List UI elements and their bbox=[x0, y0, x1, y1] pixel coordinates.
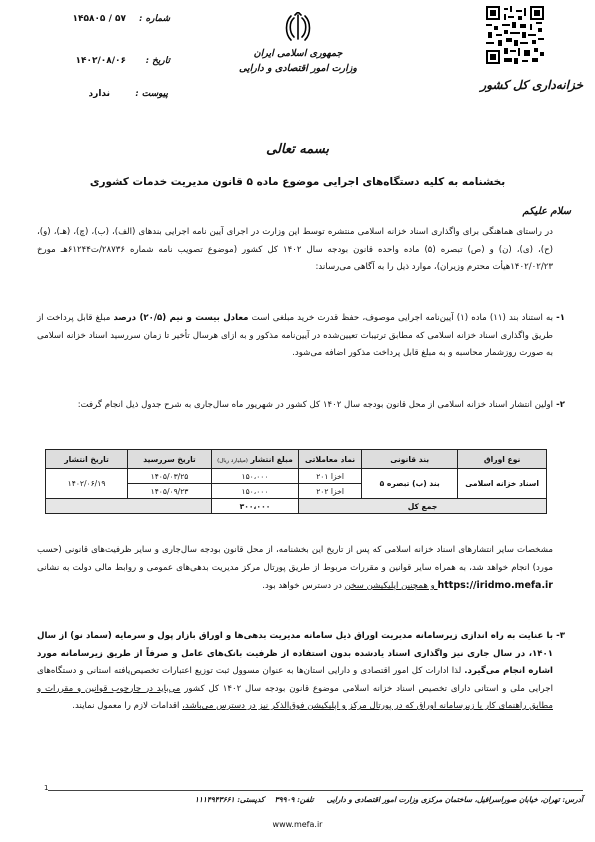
header-cell: نوع اوراق bbox=[458, 450, 547, 469]
symbol-cell: اخزا ۲۰۱ bbox=[299, 469, 362, 484]
total-label-cell: جمع کل bbox=[299, 499, 547, 514]
header-cell: تاریخ سررسید bbox=[128, 450, 212, 469]
item-3-text-a: لذا ادارات کل امور اقتصادی و دارایی استان‌ها به عنوان مسوول ثبت توزیع اعتبارات تخصیص‌یافته استانی و دستگاه‌های اجرایی ملی و استانی دارای تخصیص اسناد خزانه اسلامی موضوع قانون بودجه سال ۱۴۰۲ کل کشور bbox=[37, 666, 553, 694]
intro-paragraph: در راستای هماهنگی برای واگذاری اسناد خزانه اسلامی منتشره توسط این وزارت در اجرای آیین نامه اجرایی بندهای (الف)، (ب)، (چ)، (هـ)، (و)، (ح)، (ی)، (ن) و (ص) تبصره (۵) ماده واحده قانون بودجه سال ۱۴۰۲ کل کشور (موضوع تصویب نامه شماره ۲۸۷۳۶/ت۶۱۲۴۴هـ مورخ ۱۴۰۲/۰۲/۲۳هیأت محترم وزیران)، موارد ذیل را به آگاهی می‌رساند: bbox=[37, 227, 553, 272]
republic-name: جمهوری اسلامی ایران bbox=[253, 48, 343, 59]
footer-divider bbox=[48, 790, 583, 791]
item-2-text: اولین انتشار اسناد خزانه اسلامی از محل قانون بودجه سال ۱۴۰۲ کل کشور در شهریور ماه سال‌جاری به شرح جدول ذیل انجام گرفت: bbox=[77, 400, 553, 410]
table-total-row bbox=[46, 499, 547, 514]
item-1-number: ۱- bbox=[556, 313, 565, 323]
salutation: سلام علیکم bbox=[522, 206, 571, 217]
footer-website[interactable]: www.mefa.ir bbox=[272, 820, 323, 829]
item-3-number: ۳- bbox=[556, 631, 565, 641]
amount-cell: ۱۵۰،۰۰۰ bbox=[211, 484, 298, 499]
attachment-label: پیوست : bbox=[135, 89, 168, 99]
item-2-number: ۲- bbox=[556, 400, 565, 410]
table-header-row bbox=[46, 450, 547, 469]
item-1-text-a: به استناد بند (۱۱) ماده (۱) آیین‌نامه اجرایی موصوف، حفظ قدرت خرید مبلغی است bbox=[248, 313, 554, 323]
treasury-name: خزانه‌داری کل کشور bbox=[480, 78, 583, 92]
item-1-bold: معادل بیست و نیم (۲۰/۵) درصد bbox=[113, 313, 249, 323]
footer-address: آدرس: تهران، خیابان صوراسرافیل، ساختمان مرکزی وزارت امور اقتصادی و دارایی bbox=[326, 795, 583, 804]
attachment-value: ندارد bbox=[88, 89, 110, 99]
page-number: 1 bbox=[44, 784, 49, 792]
symbol-cell: اخزا ۲۰۲ bbox=[299, 484, 362, 499]
circular-title: بخشنامه به کلیه دستگاه‌های اجرایی موضوع ماده ۵ قانون مدیریت خدمات کشوری bbox=[89, 176, 506, 188]
specs-paragraph bbox=[37, 542, 553, 596]
bismillah: بسمه تعالی bbox=[266, 142, 329, 157]
total-empty-cell bbox=[46, 499, 212, 514]
footer-postal: ۱۱۱۴۹۴۳۶۶۱ bbox=[194, 795, 235, 804]
item-1 bbox=[37, 310, 565, 363]
date-label: تاریخ : bbox=[145, 56, 170, 66]
type-cell: اسناد خزانه اسلامی bbox=[458, 469, 547, 499]
item-3-bold: با عنایت به راه اندازی زیرسامانه مدیریت اوراق ذیل سامانه مدیریت بدهی‌ها و اوراق بازار پول و سرمایه (سماد نو) از سال ۱۴۰۱، در سال جاری نیز واگذاری اسناد یادشده بدون استفاده از ظرفیت بانک‌های عامل و صرفاً از طریق زیرسامانه مورد اشاره انجام می‌گیرد. bbox=[37, 631, 553, 676]
footer-phone: ۳۹۹۰۹ bbox=[274, 795, 295, 804]
qr-code bbox=[486, 6, 544, 64]
item-1-text-c: مبلغ قابل پرداخت از طریق واگذاری اسناد خزانه اسلامی که مطابق ترتیبات تعیین‌شده در آیین‌نامه مذکور و به ازای هرسال تأخیر تا زمان سررسید اسناد خزانه اسلامی به صورت روزشمار محاسبه و به مبلغ قابل پرداخت مذکور اضافه می‌شود. bbox=[37, 313, 553, 358]
item-3 bbox=[37, 628, 565, 716]
item-3-text-b: اقدامات لازم را معمول نمایند. bbox=[72, 701, 183, 711]
number-value: ۵۷ / ۱۴۵۸۰۵ bbox=[72, 14, 126, 24]
app-link[interactable]: و همچنین اپلیکیشن سخن bbox=[344, 581, 438, 591]
specs-text-c: در دسترس خواهد بود. bbox=[262, 581, 345, 591]
header-cell: بند قانونی bbox=[362, 450, 458, 469]
clause-cell: بند (ب) تبصره ۵ bbox=[362, 469, 458, 499]
total-value-cell: ۳۰۰،۰۰۰ bbox=[211, 499, 298, 514]
due-cell: ۱۴۰۵/۰۹/۲۳ bbox=[128, 484, 212, 499]
item-3-underlined: می‌باید در چارچوب قوانین و مقررات و مطابق راهنمای کار با زیرسامانه اوراق که در پورتال مرکز و اپلیکیشن فوق‌الذکر نیز در دسترس می‌باشد، bbox=[37, 683, 553, 711]
issuance-table bbox=[45, 449, 547, 514]
due-cell: ۱۴۰۵/۰۳/۲۵ bbox=[128, 469, 212, 484]
header-cell: مبلغ انتشار (میلیارد ریال) bbox=[211, 450, 298, 469]
ministry-name: وزارت امور اقتصادی و دارایی bbox=[239, 63, 357, 74]
header-cell: تاریخ انتشار bbox=[46, 450, 128, 469]
footer-phone-label: تلفن: bbox=[297, 795, 314, 804]
item-2 bbox=[37, 397, 565, 415]
date-value: ۱۴۰۲/۰۸/۰۶ bbox=[75, 56, 126, 66]
issue-date-cell: ۱۴۰۲/۰۶/۱۹ bbox=[46, 469, 128, 499]
footer-bar bbox=[48, 795, 583, 804]
specs-text-a: مشخصات سایر انتشارهای اسناد خزانه اسلامی که پس از تاریخ این بخشنامه، از محل قانون بودجه سال‌جاری و سایر ظرفیت‌های قانونی (حسب مورد) انجام خواهد شد، به همراه سایر قوانین و مقررات مربوط از طریق پورتال مرکز مدیریت بدهی‌های عمومی و روابط مالی دولت به نشانی bbox=[37, 545, 553, 573]
amount-cell: ۱۵۰،۰۰۰ bbox=[211, 469, 298, 484]
iran-emblem-icon bbox=[285, 12, 311, 44]
number-label: شماره : bbox=[138, 14, 170, 24]
header-cell: نماد معاملاتی bbox=[299, 450, 362, 469]
portal-link[interactable]: https://iridmo.mefa.ir bbox=[437, 580, 553, 591]
footer-postal-label: کدپستی: bbox=[237, 795, 265, 804]
table-row bbox=[46, 469, 547, 484]
